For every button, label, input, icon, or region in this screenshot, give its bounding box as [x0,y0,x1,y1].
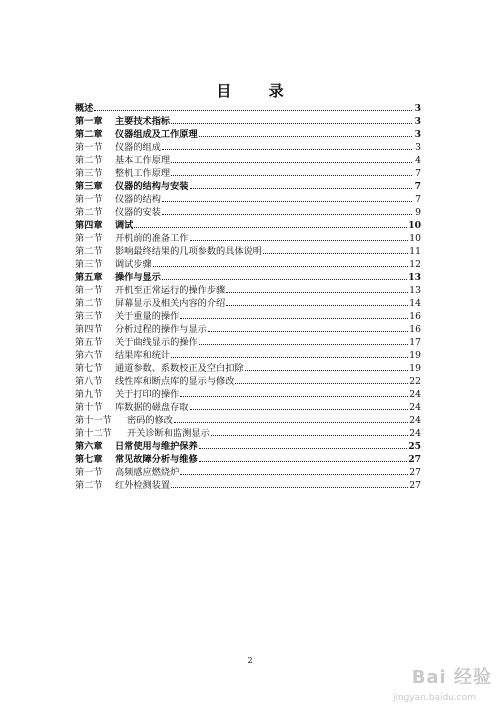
toc-entry-title: 分析过程的操作与显示 [115,324,207,335]
toc-leader-dots [162,270,407,280]
toc-entry[interactable] [75,348,421,361]
toc-entry-page: 27 [408,454,421,465]
toc-entry-number: 第三节 [75,259,103,270]
toc-entry-number: 第二章 [75,129,103,140]
toc-entry-number: 第三节 [75,311,103,322]
toc-entry-title: 整机工作原理 [115,168,171,179]
toc-leader-dots [199,127,412,137]
toc-leader-dots [190,231,409,241]
toc-entry-number: 第十节 [75,402,103,413]
toc-entry-page: 13 [409,285,421,296]
toc-entry[interactable] [75,335,421,348]
toc-entry-title: 日常使用与维护保养 [115,441,198,452]
toc-entry-title: 仪器的结构与安装 [115,181,189,192]
toc-entry[interactable] [75,166,421,179]
toc-leader-dots [199,439,408,449]
toc-entry-page: 10 [408,220,421,231]
toc-entry[interactable] [75,257,421,270]
toc-entry-page: 16 [409,324,421,335]
toc-entry[interactable] [75,465,421,478]
toc-leader-dots [211,426,409,436]
toc-entry-number: 第五章 [75,272,103,283]
toc-leader-dots [171,114,412,124]
toc-leader-dots [162,192,412,202]
toc-entry[interactable] [75,426,421,439]
toc-leader-dots [180,309,408,319]
toc-entry-page: 24 [409,389,421,400]
toc-entry-number: 第一节 [75,467,103,478]
toc-leader-dots [199,452,408,462]
watermark-logo: Bai 经验 [411,667,492,688]
toc-entry[interactable] [75,270,421,283]
toc-entry-number: 第二节 [75,246,103,257]
toc-entry-page: 7 [414,181,421,192]
toc-entry-number: 第十二节 [75,428,112,439]
toc-entry[interactable] [75,153,421,166]
toc-entry[interactable] [75,387,421,400]
toc-entry-page: 7 [415,168,421,179]
toc-leader-dots [94,101,412,111]
watermark-url: jingyan.baidu.com [392,693,476,703]
toc-entry-number: 第六节 [75,350,103,361]
toc-leader-dots [208,322,408,332]
toc-entry-number: 第九节 [75,389,103,400]
toc-entry[interactable] [75,452,421,465]
page-title: 目 录 [216,82,300,100]
toc-entry-title: 影响最终结果的几项参数的具体说明 [115,246,262,257]
toc-entry-number: 第二节 [75,480,103,491]
toc-leader-dots [153,257,409,267]
toc-leader-dots [263,244,408,254]
toc-entry-title: 屏幕显示及相关内容的介绍 [115,298,226,309]
toc-entry[interactable] [75,439,421,452]
toc-entry-title: 关于重量的操作 [115,311,180,322]
toc-leader-dots [199,335,409,345]
toc-entry-number: 第四章 [75,220,103,231]
toc-entry-title: 红外检测装置 [115,480,171,491]
toc-entry[interactable] [75,374,421,387]
toc-entry-page: 14 [409,298,421,309]
toc-leader-dots [226,283,408,293]
toc-entry[interactable] [75,114,421,127]
toc-entry[interactable] [75,140,421,153]
toc-entry-title: 操作与显示 [115,272,161,283]
toc-entry-title: 调试 [115,220,134,231]
toc-entry-page: 9 [415,207,421,218]
toc-leader-dots [190,400,409,410]
toc-entry-title: 仪器组成及工作原理 [115,129,198,140]
toc-entry-page: 27 [409,467,421,478]
toc-entry-page: 24 [409,402,421,413]
toc-entry-number: 第五节 [75,337,103,348]
toc-entry-title: 概述 [75,103,94,114]
toc-leader-dots [180,465,408,475]
toc-entry[interactable] [75,244,421,257]
toc-entry-number: 第三章 [75,181,103,192]
toc-entry[interactable] [75,283,421,296]
toc-entry-title: 结果库和统计 [115,350,171,361]
toc-entry-title: 仪器的组成 [115,142,161,153]
toc-entry[interactable] [75,231,421,244]
toc-entry-page: 17 [409,337,421,348]
toc-leader-dots [171,153,412,163]
toc-entry[interactable] [75,192,421,205]
toc-entry-number: 第四节 [75,324,103,335]
toc-entry-title: 仪器的结构 [115,194,161,205]
toc-entry-title: 线性库和断点库的显示与修改 [115,376,235,387]
toc-leader-dots [226,296,408,306]
toc-leader-dots [171,478,408,488]
toc-leader-dots [235,374,408,384]
toc-entry[interactable] [75,400,421,413]
toc-entry[interactable] [75,179,421,192]
toc-entry-page: 4 [415,155,421,166]
toc-entry-title: 关于打印的操作 [115,389,180,400]
toc-entry-page: 22 [409,376,421,387]
toc-entry[interactable] [75,101,421,114]
toc-entry-number: 第六章 [75,441,103,452]
toc-leader-dots [162,205,412,215]
toc-entry-number: 第三节 [75,168,103,179]
toc-entry-title: 常见故障分析与维修 [115,454,198,465]
toc-entry-title: 开关诊断和监测显示 [127,428,210,439]
toc-entry-number: 第一节 [75,233,103,244]
toc-leader-dots [174,413,408,423]
toc-leader-dots [162,140,412,150]
toc-entry-page: 24 [409,428,421,439]
toc-entry-number: 第七节 [75,363,103,374]
table-of-contents [75,101,421,491]
toc-entry-page: 3 [414,116,421,127]
toc-entry[interactable] [75,218,421,231]
toc-entry-page: 3 [415,142,421,153]
toc-entry-number: 第一章 [75,116,103,127]
toc-leader-dots [245,361,409,371]
page-number: 2 [247,656,253,665]
toc-entry-number: 第二节 [75,155,103,166]
toc-entry-page: 19 [409,350,421,361]
toc-entry[interactable] [75,309,421,322]
toc-leader-dots [171,348,408,358]
toc-entry-title: 通道参数、系数校正及空白扣除 [115,363,244,374]
toc-entry-page: 13 [408,272,421,283]
toc-entry-page: 3 [414,103,421,114]
toc-entry-title: 高频感应燃烧炉 [115,467,180,478]
toc-leader-dots [171,166,412,176]
toc-leader-dots [180,387,408,397]
toc-entry-page: 11 [409,246,421,257]
toc-entry[interactable] [75,322,421,335]
toc-entry[interactable] [75,205,421,218]
toc-entry-title: 仪器的安装 [115,207,161,218]
toc-entry-page: 10 [409,233,421,244]
toc-entry-page: 27 [409,480,421,491]
toc-entry-number: 第十一节 [75,415,112,426]
toc-entry-number: 第二节 [75,298,103,309]
toc-entry-title: 开机至正常运行的操作步骤 [115,285,226,296]
toc-entry-title: 密码的修改 [127,415,173,426]
toc-entry-page: 24 [409,415,421,426]
toc-entry-number: 第一节 [75,142,103,153]
toc-entry-page: 3 [414,129,421,140]
toc-entry[interactable] [75,296,421,309]
toc-entry-number: 第七章 [75,454,103,465]
toc-entry-title: 关于曲线显示的操作 [115,337,198,348]
toc-entry-page: 19 [409,363,421,374]
toc-entry-page: 7 [415,194,421,205]
toc-entry-page: 16 [409,311,421,322]
toc-entry-title: 库数据的磁盘存取 [115,402,189,413]
toc-entry-number: 第二节 [75,207,103,218]
toc-entry-title: 主要技术指标 [115,116,171,127]
toc-entry-number: 第一节 [75,285,103,296]
toc-entry-page: 12 [409,259,421,270]
toc-entry[interactable] [75,127,421,140]
toc-leader-dots [190,179,413,189]
toc-leader-dots [134,218,407,228]
toc-entry-number: 第一节 [75,194,103,205]
toc-entry-title: 基本工作原理 [115,155,171,166]
toc-entry[interactable] [75,413,421,426]
toc-entry-title: 调试步骤 [115,259,152,270]
toc-entry-number: 第八节 [75,376,103,387]
toc-entry[interactable] [75,478,421,491]
toc-entry-title: 开机前的准备工作 [115,233,189,244]
toc-entry-page: 25 [408,441,421,452]
toc-entry[interactable] [75,361,421,374]
